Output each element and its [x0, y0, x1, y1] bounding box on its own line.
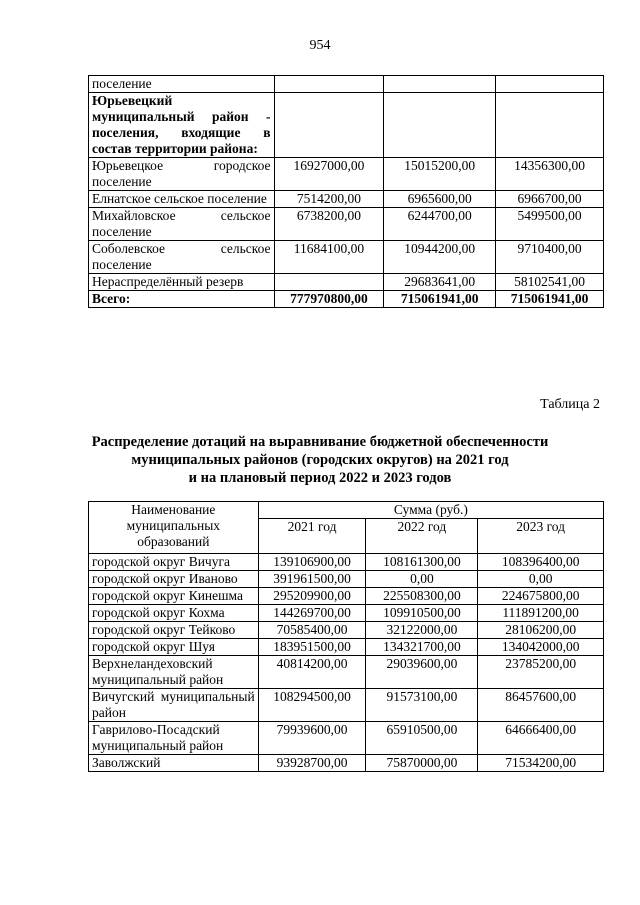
districts-subsidy-table-header	[89, 502, 604, 554]
table-title-line: муниципальных районов (городских округов) на 2021 год	[131, 452, 509, 468]
value-2021-cell: 391961500,00	[258, 571, 366, 588]
value-2022-cell: 75870000,00	[366, 755, 478, 772]
table-row	[89, 158, 604, 191]
value-2021-cell: 40814200,00	[258, 656, 366, 689]
table-row	[89, 554, 604, 571]
value-2021-cell	[274, 76, 384, 93]
value-2021-cell: 79939600,00	[258, 722, 366, 755]
value-2021-cell	[274, 274, 384, 291]
value-2022-cell: 10944200,00	[384, 241, 496, 274]
row-name-cell: Вичугский муниципальный район	[89, 689, 259, 722]
table-row	[89, 755, 604, 772]
value-2022-cell	[384, 93, 496, 158]
row-name-cell: Юрьевецкое городское поселение	[89, 158, 275, 191]
value-2022-cell: 0,00	[366, 571, 478, 588]
value-2021-cell	[274, 93, 384, 158]
value-2023-cell: 108396400,00	[478, 554, 604, 571]
table-row	[89, 605, 604, 622]
row-name-cell: Нераспределённый резерв	[89, 274, 275, 291]
value-2021-cell: 139106900,00	[258, 554, 366, 571]
settlements-subsidy-table-body	[89, 76, 604, 308]
row-name-cell: Юрьевецкий муниципальный район - поселения, входящие в состав территории района:	[89, 93, 275, 158]
value-2023-cell: 6966700,00	[496, 191, 604, 208]
value-2021-cell: 295209900,00	[258, 588, 366, 605]
table-row	[89, 656, 604, 689]
value-2022-cell	[384, 76, 496, 93]
header-year-2022: 2022 год	[366, 519, 478, 554]
value-2022-cell: 32122000,00	[366, 622, 478, 639]
value-2023-cell: 71534200,00	[478, 755, 604, 772]
value-2021-cell: 16927000,00	[274, 158, 384, 191]
row-name-cell: Верхнеландеховский муниципальный район	[89, 656, 259, 689]
value-2023-cell: 58102541,00	[496, 274, 604, 291]
table-title-line: и на плановый период 2022 и 2023 годов	[188, 470, 452, 486]
table-row	[89, 241, 604, 274]
row-name-cell: городской округ Иваново	[89, 571, 259, 588]
table-caption: Таблица 2	[540, 397, 600, 412]
table-row	[89, 571, 604, 588]
value-2021-cell: 70585400,00	[258, 622, 366, 639]
value-2023-cell: 28106200,00	[478, 622, 604, 639]
table-row	[89, 208, 604, 241]
value-2022-cell: 715061941,00	[384, 291, 496, 308]
value-2022-cell: 109910500,00	[366, 605, 478, 622]
value-2022-cell: 65910500,00	[366, 722, 478, 755]
value-2022-cell: 134321700,00	[366, 639, 478, 656]
value-2023-cell: 64666400,00	[478, 722, 604, 755]
row-name-cell: Соболевское сельское поселение	[89, 241, 275, 274]
row-name-cell: городской округ Вичуга	[89, 554, 259, 571]
table-row	[89, 588, 604, 605]
value-2023-cell: 715061941,00	[496, 291, 604, 308]
value-2021-cell: 6738200,00	[274, 208, 384, 241]
value-2023-cell	[496, 76, 604, 93]
header-name-cell: Наименование муниципальных образований	[89, 502, 259, 554]
table-row	[89, 93, 604, 158]
settlements-subsidy-table	[88, 75, 604, 308]
header-row	[89, 502, 604, 519]
row-name-cell: Михайловское сельское поселение	[89, 208, 275, 241]
table-title	[40, 433, 600, 487]
value-2022-cell: 91573100,00	[366, 689, 478, 722]
value-2022-cell: 6965600,00	[384, 191, 496, 208]
value-2022-cell: 6244700,00	[384, 208, 496, 241]
value-2023-cell: 134042000,00	[478, 639, 604, 656]
row-name-cell: Заволжский	[89, 755, 259, 772]
value-2022-cell: 29683641,00	[384, 274, 496, 291]
row-name-cell: городской округ Шуя	[89, 639, 259, 656]
value-2023-cell	[496, 93, 604, 158]
row-name-cell: Всего:	[89, 291, 275, 308]
value-2023-cell: 14356300,00	[496, 158, 604, 191]
value-2023-cell: 9710400,00	[496, 241, 604, 274]
value-2021-cell: 7514200,00	[274, 191, 384, 208]
value-2023-cell: 111891200,00	[478, 605, 604, 622]
value-2023-cell: 86457600,00	[478, 689, 604, 722]
table-row	[89, 622, 604, 639]
value-2021-cell: 144269700,00	[258, 605, 366, 622]
value-2021-cell: 777970800,00	[274, 291, 384, 308]
value-2021-cell: 11684100,00	[274, 241, 384, 274]
row-name-cell: городской округ Кохма	[89, 605, 259, 622]
header-year-2023: 2023 год	[478, 519, 604, 554]
value-2023-cell: 0,00	[478, 571, 604, 588]
table-row	[89, 76, 604, 93]
row-name-cell: городской округ Тейково	[89, 622, 259, 639]
value-2022-cell: 29039600,00	[366, 656, 478, 689]
row-name-cell: Гаврилово-Посадский муниципальный район	[89, 722, 259, 755]
header-sum-cell: Сумма (руб.)	[258, 502, 603, 519]
row-name-cell: поселение	[89, 76, 275, 93]
value-2023-cell: 5499500,00	[496, 208, 604, 241]
table-row	[89, 639, 604, 656]
value-2021-cell: 108294500,00	[258, 689, 366, 722]
value-2023-cell: 224675800,00	[478, 588, 604, 605]
header-year-2021: 2021 год	[258, 519, 366, 554]
districts-subsidy-table	[88, 501, 604, 772]
value-2023-cell: 23785200,00	[478, 656, 604, 689]
total-row	[89, 291, 604, 308]
districts-subsidy-table-body	[89, 554, 604, 772]
page-number: 954	[309, 38, 331, 53]
table-row	[89, 191, 604, 208]
value-2021-cell: 93928700,00	[258, 755, 366, 772]
table-row	[89, 722, 604, 755]
value-2022-cell: 108161300,00	[366, 554, 478, 571]
table-row	[89, 274, 604, 291]
row-name-cell: городской округ Кинешма	[89, 588, 259, 605]
row-name-cell: Елнатское сельское поселение	[89, 191, 275, 208]
table-row	[89, 689, 604, 722]
table-title-line: Распределение дотаций на выравнивание бюджетной обеспеченности	[91, 434, 549, 450]
value-2021-cell: 183951500,00	[258, 639, 366, 656]
value-2022-cell: 15015200,00	[384, 158, 496, 191]
value-2022-cell: 225508300,00	[366, 588, 478, 605]
